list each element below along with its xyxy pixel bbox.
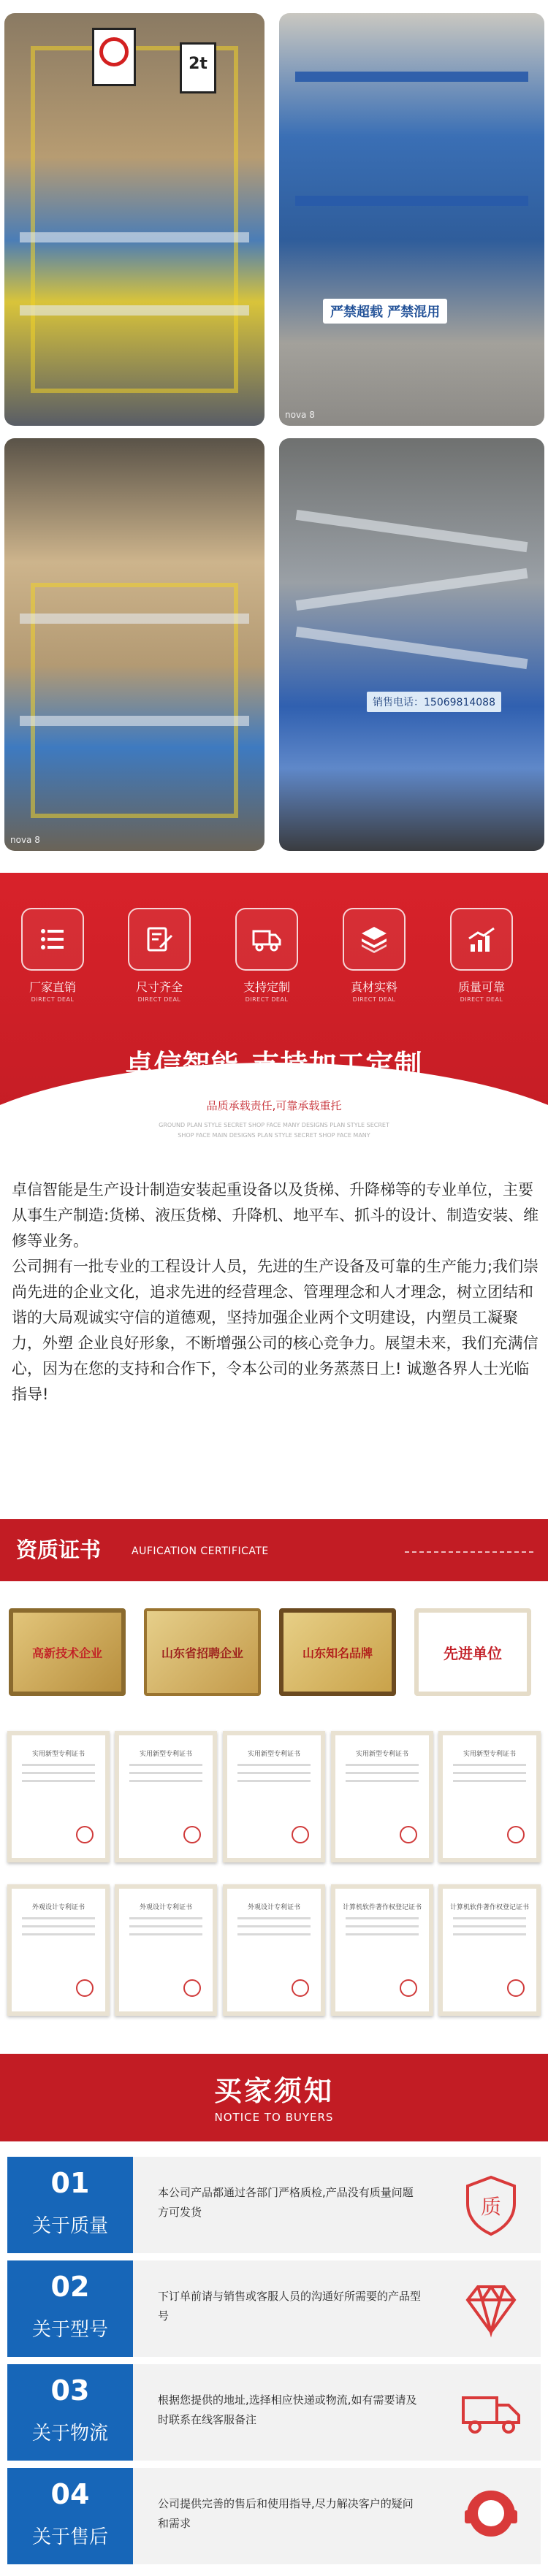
certificate-line: [453, 1780, 526, 1782]
plaque-hightech[interactable]: [9, 1608, 126, 1696]
notice-content: [133, 2364, 541, 2461]
notice-content: [133, 2157, 541, 2253]
lift-frame: [31, 46, 239, 393]
header-dots: [405, 1551, 536, 1553]
certificate-line: [22, 1780, 95, 1782]
certificate-line: [237, 1933, 311, 1935]
notice-text: 根据您提供的地址,选择相应快递或物流,如有需要请及时联系在线客服备注: [158, 2393, 417, 2426]
feature-customization: [227, 908, 307, 1003]
product-photos: [0, 0, 548, 858]
patent-certificate[interactable]: [115, 1731, 217, 1862]
notice-text: 本公司产品都通过各部门严格质检,产品没有质量问题方可发货: [158, 2186, 414, 2219]
banner-tiny-text: SHOP FACE MAIN DESIGNS PLAN STYLE SECRET SHOP FACE MANY: [178, 1132, 370, 1139]
certificate-line: [346, 1925, 419, 1927]
feature-factory-direct: [12, 908, 93, 1003]
patent-certificate[interactable]: [7, 1731, 110, 1862]
certificate-line: [346, 1933, 419, 1935]
banner-title: 卓信智能-支持加工定制: [125, 1049, 423, 1081]
certificates-grid: [0, 1592, 548, 2045]
feature-genuine-materials: [334, 908, 414, 1003]
certificate-title: 计算机软件著作权登记证书: [342, 1904, 422, 1911]
buyers-header: [0, 2054, 548, 2141]
certificate-title: 外观设计专利证书: [247, 1904, 300, 1911]
buyers-title: 买家须知: [213, 2075, 334, 2107]
certificate-title: 实用新型专利证书: [463, 1751, 516, 1758]
seal-icon: [400, 1979, 417, 1997]
platform-beam: [20, 614, 248, 624]
certificate-line: [453, 1925, 526, 1927]
certificate-line: [237, 1780, 311, 1782]
product-photo-1[interactable]: [4, 13, 265, 426]
notice-number: 04: [50, 2478, 90, 2510]
certificate-line: [22, 1933, 95, 1935]
scissor-arm: [295, 568, 528, 611]
certificates-en: AUFICATION CERTIFICATE: [132, 1545, 269, 1557]
design-certificate[interactable]: [115, 1884, 217, 2016]
growth-icon: [450, 908, 513, 971]
certificate-title: 外观设计专利证书: [31, 1904, 85, 1911]
certificate-title: 实用新型专利证书: [247, 1751, 300, 1758]
patent-certificate[interactable]: [331, 1731, 433, 1862]
load-sign: [180, 42, 216, 93]
notice-text: 下订单前请与销售或客服人员的沟通好所需要的产品型号: [158, 2290, 422, 2323]
notice-number: 02: [50, 2271, 90, 2303]
feature-reliable-quality: [441, 908, 522, 1003]
certificates-header: [0, 1519, 548, 1581]
company-intro: [12, 1177, 539, 1407]
plaque-text: 先进单位: [444, 1644, 502, 1662]
feature-label: 支持定制: [243, 980, 290, 994]
sales-phone-plate: 销售电话：15069814088: [367, 692, 501, 712]
intro-paragraph: 卓信智能是生产设计制造安装起重设备以及货梯、升降梯等的专业单位，主要从事生产制造:货梯、液压货梯、升降机、地平车、抓斗的设计、制造安装、维修等业务。: [12, 1181, 539, 1250]
notice-title: 关于型号: [31, 2319, 108, 2341]
feature-label: 质量可靠: [457, 980, 505, 994]
certificate-line: [129, 1780, 202, 1782]
certificate-line: [237, 1764, 311, 1766]
certificate-line: [453, 1917, 526, 1919]
notice-model: [7, 2260, 541, 2357]
seal-icon: [400, 1826, 417, 1843]
certificate-line: [237, 1772, 311, 1774]
notice-content: [133, 2260, 541, 2357]
notice-badge: [7, 2157, 133, 2253]
photo-watermark: nova 8: [285, 410, 315, 420]
design-certificate[interactable]: [7, 1884, 110, 2016]
patent-certificate[interactable]: [438, 1731, 541, 1862]
seal-icon: [183, 1979, 201, 1997]
notice-badge: [7, 2364, 133, 2461]
product-photo-3[interactable]: [4, 438, 265, 851]
product-photo-4[interactable]: [279, 438, 544, 851]
feature-label: 厂家直销: [28, 980, 76, 994]
intro-paragraph: 公司拥有一批专业的工程设计人员，先进的生产设备及可靠的生产能力;我们崇尚先进的企业文化，追求先进的经营理念、管理理念和人才理念，树立团结和谐的大局观诚实守信的道德观，坚持加强企业两个文明建设，内塑员工凝聚力，外塑 企业良好形象，不断增强公司的核心竞争力。展望未来，我们充满信心，因为在您的支持和合作下，令本公司的业务蒸蒸日上! 诚邀各界人士光临指导!: [12, 1258, 539, 1403]
certificate-line: [22, 1764, 95, 1766]
certificate-line: [453, 1772, 526, 1774]
certificate-line: [237, 1925, 311, 1927]
plaque-brand[interactable]: [279, 1608, 396, 1696]
banner-tiny-text: GROUND PLAN STYLE SECRET SHOP FACE MANY DESIGNS PLAN STYLE SECRET: [159, 1122, 389, 1128]
certificate-line: [346, 1917, 419, 1919]
certificate-line: [237, 1917, 311, 1919]
platform-beam: [20, 232, 248, 242]
notice-content: [133, 2468, 541, 2564]
seal-icon: [292, 1826, 309, 1843]
feature-label: 真材实料: [350, 980, 397, 994]
platform-beam: [20, 716, 248, 726]
certificate-line: [346, 1764, 419, 1766]
certificate-line: [346, 1780, 419, 1782]
product-photo-2[interactable]: [279, 13, 544, 426]
shield-icon: [456, 2170, 526, 2240]
certificate-line: [129, 1925, 202, 1927]
software-certificate[interactable]: [438, 1884, 541, 2016]
scissor-arm: [295, 627, 528, 669]
certificate-line: [129, 1764, 202, 1766]
plaque-advanced[interactable]: [414, 1608, 531, 1696]
service-icon: [456, 2481, 526, 2551]
seal-icon: [76, 1826, 94, 1843]
banner-subtitle: 品质承载责任,可靠承载重托: [206, 1099, 342, 1112]
plaque-recruit[interactable]: [144, 1608, 261, 1696]
certificate-line: [129, 1917, 202, 1919]
plaque-text: 高新技术企业: [31, 1646, 102, 1660]
feature-en: DIRECT DEAL: [31, 996, 75, 1003]
certificate-line: [22, 1925, 95, 1927]
certificate-title: 实用新型专利证书: [31, 1751, 85, 1758]
certificates-title: 资质证书: [16, 1537, 102, 1562]
seal-icon: [76, 1979, 94, 1997]
safety-caption: 严禁超载 严禁混用: [323, 299, 447, 324]
feature-en: DIRECT DEAL: [137, 996, 181, 1003]
notice-title: 关于售后: [31, 2526, 108, 2548]
notice-text: 公司提供完善的售后和使用指导,尽力解决客户的疑问和需求: [158, 2497, 414, 2530]
notice-number: 03: [50, 2374, 90, 2407]
seal-icon: [507, 1979, 525, 1997]
platform-beam: [295, 72, 528, 82]
truck-icon: [456, 2377, 526, 2447]
list-icon: [21, 908, 84, 971]
feature-en: DIRECT DEAL: [352, 996, 396, 1003]
feature-full-sizes: [119, 908, 199, 1003]
svg-text:质: 质: [480, 2195, 502, 2219]
truck-icon: [235, 908, 298, 971]
plaque-text: 山东省招聘企业: [161, 1646, 243, 1660]
seal-icon: [507, 1826, 525, 1843]
load-sign-text: 2t: [189, 55, 208, 73]
notice-aftersales: [7, 2468, 541, 2564]
certificate-line: [346, 1772, 419, 1774]
photo-watermark: nova 8: [10, 835, 40, 845]
seal-icon: [183, 1826, 201, 1843]
notice-quality: [7, 2157, 541, 2253]
software-certificate[interactable]: [331, 1884, 433, 2016]
certificate-title: 实用新型专利证书: [355, 1751, 408, 1758]
plaque-text: 山东知名品牌: [302, 1646, 373, 1660]
certificate-title: 实用新型专利证书: [139, 1751, 192, 1758]
warning-sign: [92, 28, 136, 86]
certificate-title: 外观设计专利证书: [139, 1904, 192, 1911]
certificate-line: [453, 1764, 526, 1766]
feature-en: DIRECT DEAL: [460, 996, 503, 1003]
certificate-line: [129, 1933, 202, 1935]
certificate-line: [129, 1772, 202, 1774]
patent-certificate[interactable]: [223, 1731, 325, 1862]
design-certificate[interactable]: [223, 1884, 325, 2016]
feature-label: 尺寸齐全: [135, 980, 183, 994]
notice-badge: [7, 2468, 133, 2564]
notice-number: 01: [50, 2167, 90, 2199]
diamond-icon: [456, 2274, 526, 2344]
feature-en: DIRECT DEAL: [245, 996, 289, 1003]
platform-beam: [295, 196, 528, 206]
notice-title: 关于物流: [31, 2423, 108, 2445]
buyers-en: NOTICE TO BUYERS: [214, 2111, 334, 2124]
certificate-line: [22, 1772, 95, 1774]
notice-badge: [7, 2260, 133, 2357]
layers-icon: [343, 908, 406, 971]
certificate-line: [22, 1917, 95, 1919]
scissor-arm: [295, 510, 528, 552]
feature-banner: [0, 873, 548, 1165]
notice-logistics: [7, 2364, 541, 2461]
platform-beam: [20, 305, 248, 316]
edit-icon: [128, 908, 191, 971]
seal-icon: [292, 1979, 309, 1997]
certificate-title: 计算机软件著作权登记证书: [449, 1904, 529, 1911]
certificate-line: [453, 1933, 526, 1935]
notice-title: 关于质量: [31, 2215, 108, 2237]
